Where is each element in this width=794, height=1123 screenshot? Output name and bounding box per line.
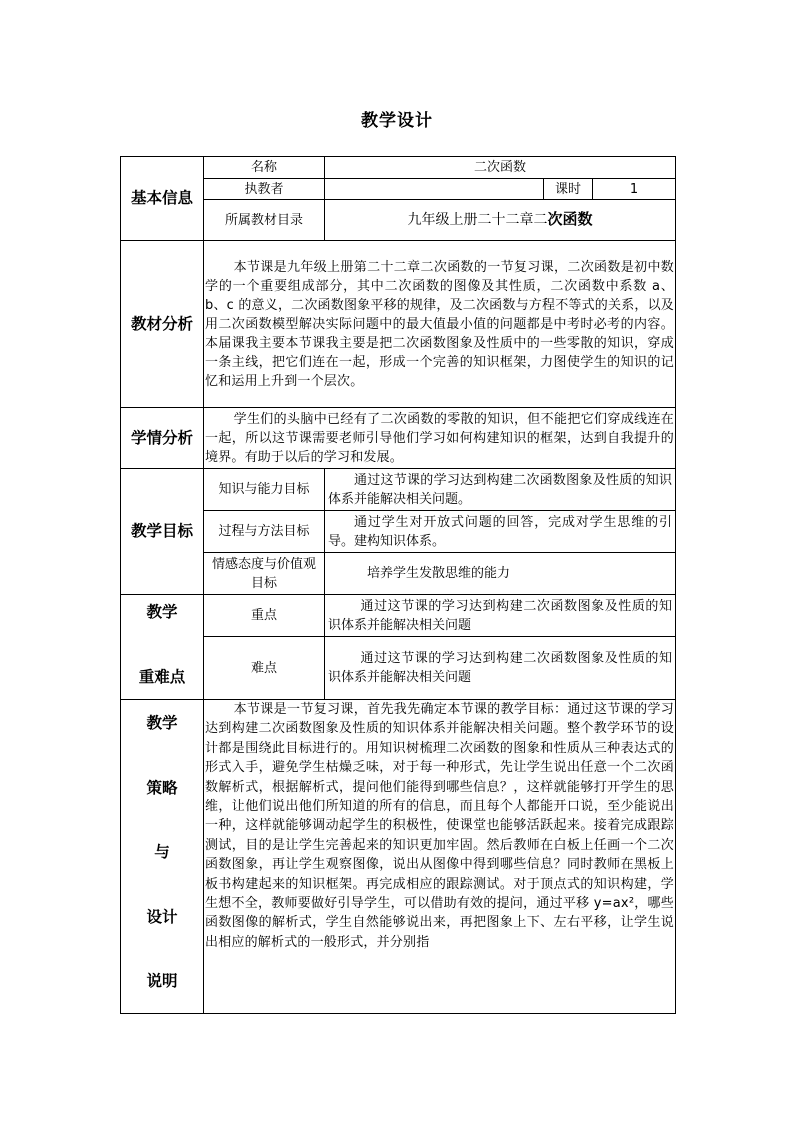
learner-analysis-header: 学情分析: [121, 408, 204, 469]
key-points-header-top: 教学: [146, 603, 178, 621]
material-analysis-text: 本节课是九年级上册第二十二章二次函数的一节复习课，二次函数是初中数学的一个重要组成部分，其中二次函数的图像及其性质，二次函数中系数 a、b、c 的意义，二次函数图象平移的规律，及二次函数与方程不等式的关系，以及用二次函数模型解决实际问题中的最大值最小值的问题都是中考时必考的内容。本届课我主要本节课我主要是把二次函数图象及性质中的一些零散的知识，穿成一条主线，把它们连在一起，形成一个完善的知识框架，力图使学生的知识的记忆和运用上升到一个层次。: [204, 241, 676, 408]
goal-text-emotion: 培养学生发散思维的能力: [325, 553, 676, 595]
hours-label: 课时: [544, 179, 593, 200]
strategy-header: [121, 700, 204, 1014]
goal-text-knowledge: 通过这节课的学习达到构建二次函数图象及性质的知识体系并能解决相关问题。: [325, 469, 676, 511]
basic-info-header: 基本信息: [121, 157, 204, 241]
strategy-text: 本节课是一节复习课，首先我先确定本节课的教学目标：通过这节课的学习达到构建二次函数图象及性质的知识体系并能解决相关问题。整个教学环节的设计都是围绕此目标进行的。用知识树梳理二次函数的图象和性质从三种表达式的形式入手，避免学生枯燥乏味，对于每一种形式，先让学生说出任意一个二次函数解析式，根据解析式，提问他们能得到哪些信息？，这样就能够打开学生的思维，让他们说出他们所知道的所有的信息，而且每个人都能开口说，至少能说出一种，这样就能够调动起学生的积极性，使课堂也能够活跃起来。接着完成跟踪测试，目的是让学生完善起来的知识更加牢固。然后教师在白板上任画一个二次函数图象，再让学生观察图像，说出从图像中得到哪些信息？同时教师在黑板上板书构建起来的知识框架。再完成相应的跟踪测试。对于顶点式的知识构建，学生想不全，教师要做好引导学生，可以借助有效的提问，通过平移 y=ax²，哪些函数图像的解析式，学生自然能够说出来，再把图象上下、左右平移，让学生说出相应的解析式的一般形式，并分别指: [204, 700, 676, 1014]
strategy-header-5: 说明: [146, 972, 178, 990]
goal-label-emotion: 情感态度与价值观目标: [204, 553, 325, 595]
key-points-header: [121, 595, 204, 700]
goal-label-knowledge: 知识与能力目标: [204, 469, 325, 511]
teaching-goals-header: 教学目标: [121, 469, 204, 595]
teacher-label: 执教者: [204, 179, 325, 200]
name-label: 名称: [204, 157, 325, 179]
goal-label-process: 过程与方法目标: [204, 511, 325, 553]
page-title: 教学设计: [361, 111, 433, 131]
teacher-value: [325, 179, 544, 200]
name-value: 二次函数: [325, 157, 676, 179]
material-analysis-header: 教材分析: [121, 241, 204, 408]
goal-text-process: 通过学生对开放式问题的回答，完成对学生思维的引导。建构知识体系。: [325, 511, 676, 553]
strategy-header-1: 教学: [146, 714, 178, 732]
difficulty-label: 难点: [204, 637, 325, 700]
difficulty-text: 通过这节课的学习达到构建二次函数图象及性质的知识体系并能解决相关问题: [325, 637, 676, 700]
catalog-value: [325, 200, 676, 241]
key-point-label: 重点: [204, 595, 325, 637]
learner-analysis-text: 学生们的头脑中已经有了二次函数的零散的知识，但不能把它们穿成线连在一起，所以这节课需要老师引导他们学习如何构建知识的框架，达到自我提升的境界。有助于以后的学习和发展。: [204, 408, 676, 469]
key-points-header-bottom: 重难点: [138, 668, 186, 686]
strategy-header-4: 设计: [146, 907, 178, 926]
strategy-header-3: 与: [154, 843, 170, 861]
key-point-text: 通过这节课的学习达到构建二次函数图象及性质的知识体系并能解决相关问题: [325, 595, 676, 637]
lesson-plan-table: [120, 156, 676, 1014]
catalog-value-bold: 次函数: [547, 210, 593, 228]
hours-value: 1: [593, 179, 676, 200]
catalog-value-prefix: 九年级上册二十二章二: [407, 212, 548, 228]
catalog-label: 所属教材目录: [204, 200, 325, 241]
strategy-header-2: 策略: [146, 778, 178, 797]
